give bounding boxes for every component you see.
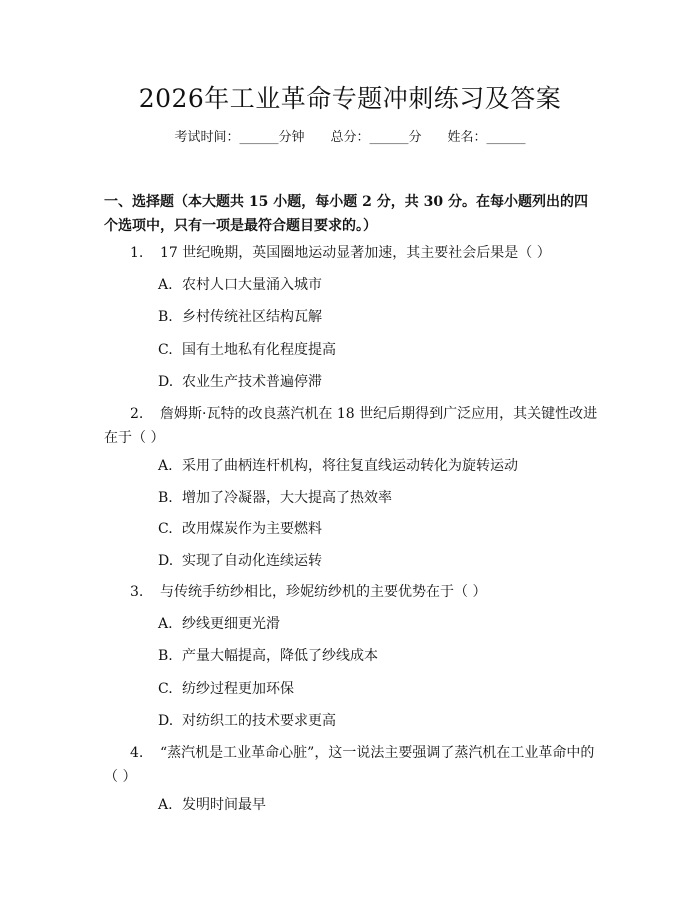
section-heading: 一、选择题（本大题共 15 小题，每小题 2 分，共 30 分。在每小题列出的四个选项中，只有一项是最符合题目要求的。）: [104, 194, 588, 234]
question-text: 詹姆斯·瓦特的改良蒸汽机在 18 世纪后期得到广泛应用，其关键性改进在于（ ）: [104, 406, 598, 446]
total-score-unit: 分: [408, 130, 422, 145]
option-3b: [158, 646, 598, 666]
option-3a: [158, 614, 598, 634]
option-text: 农业生产技术普遍停滞: [182, 374, 322, 390]
option-text: 农村人口大量涌入城市: [182, 277, 322, 293]
option-letter: A.: [158, 458, 173, 474]
option-1d: [158, 372, 598, 392]
option-text: 产量大幅提高，降低了纱线成本: [182, 648, 378, 664]
question-1: [104, 241, 600, 265]
option-letter: A.: [158, 616, 173, 632]
option-1b: [158, 307, 598, 327]
option-2d: [158, 551, 598, 571]
question-number: 3.: [130, 584, 144, 600]
option-text: 乡村传统社区结构瓦解: [182, 309, 322, 325]
option-letter: C.: [158, 342, 173, 358]
option-2b: [158, 488, 598, 508]
option-text: 实现了自动化连续运转: [182, 553, 322, 569]
document-title: 2026年工业革命专题冲刺练习及答案: [138, 84, 562, 113]
question-number: 2.: [130, 406, 144, 422]
option-letter: B.: [158, 490, 173, 506]
option-letter: D.: [158, 553, 174, 569]
option-text: 改用煤炭作为主要燃料: [182, 521, 322, 537]
option-letter: C.: [158, 681, 173, 697]
option-letter: A.: [158, 797, 173, 813]
option-text: 纱线更细更光滑: [182, 616, 280, 632]
option-2a: [158, 456, 598, 476]
name-label: 姓名：: [447, 130, 487, 145]
exam-time-blank: ______: [239, 130, 279, 145]
exam-time-unit: 分钟: [278, 130, 305, 145]
question-number: 1.: [130, 245, 144, 261]
option-letter: D.: [158, 713, 174, 729]
option-3d: [158, 711, 598, 731]
option-text: 对纺织工的技术要求更高: [182, 713, 336, 729]
exam-time-label: 考试时间：: [174, 130, 240, 145]
question-3: [104, 580, 600, 604]
total-score-blank: ______: [369, 130, 409, 145]
option-letter: D.: [158, 374, 174, 390]
option-letter: A.: [158, 277, 173, 293]
option-text: 发明时间最早: [182, 797, 266, 813]
option-1a: [158, 275, 598, 295]
option-letter: C.: [158, 521, 173, 537]
option-text: 纺纱过程更加环保: [182, 681, 294, 697]
question-number: 4.: [130, 745, 144, 761]
option-3c: [158, 679, 598, 699]
option-4a: [158, 795, 598, 815]
option-2c: [158, 519, 598, 539]
total-score-label: 总分：: [330, 130, 370, 145]
option-1c: [158, 340, 598, 360]
option-text: 采用了曲柄连杆机构，将往复直线运动转化为旋转运动: [182, 458, 518, 474]
name-blank: ______: [486, 130, 526, 145]
option-text: 增加了冷凝器，大大提高了热效率: [182, 490, 392, 506]
option-letter: B.: [158, 648, 173, 664]
exam-info-line: [0, 128, 700, 148]
question-4: [104, 741, 600, 789]
option-text: 国有土地私有化程度提高: [182, 342, 336, 358]
question-text: “蒸汽机是工业革命心脏”，这一说法主要强调了蒸汽机在工业革命中的（ ）: [104, 745, 595, 785]
question-text: 17 世纪晚期，英国圈地运动显著加速，其主要社会后果是（ ）: [160, 245, 551, 261]
question-2: [104, 402, 600, 450]
option-letter: B.: [158, 309, 173, 325]
question-text: 与传统手纺纱相比，珍妮纺纱机的主要优势在于（ ）: [160, 584, 487, 600]
